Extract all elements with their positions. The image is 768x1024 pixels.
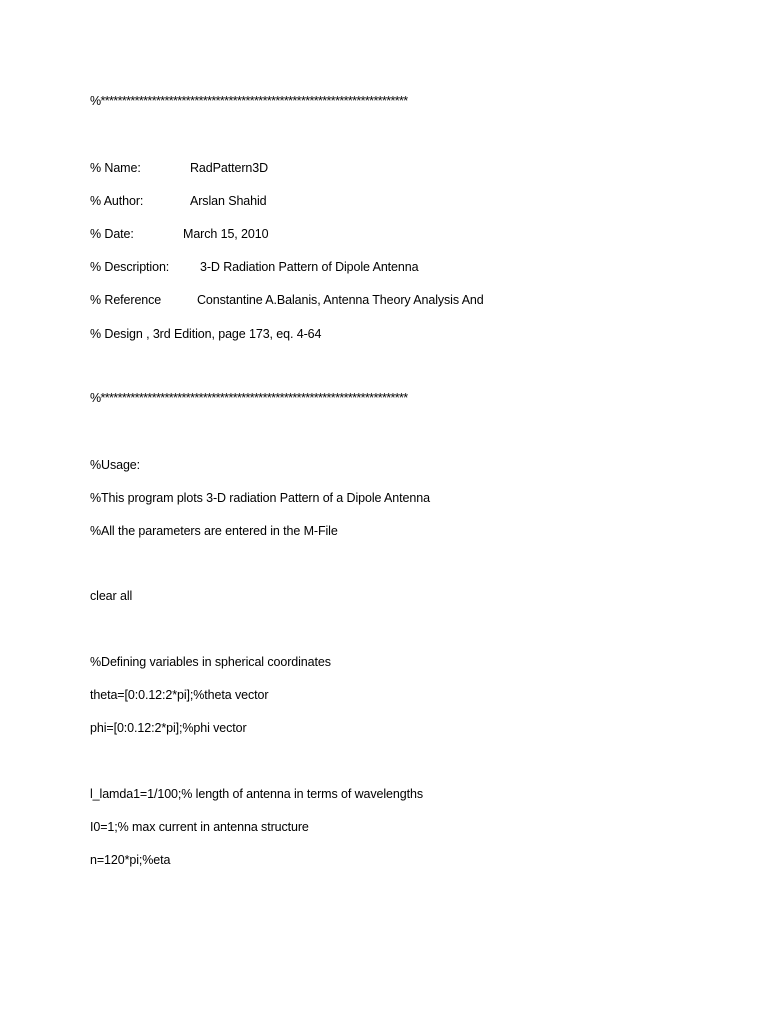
code-comment-variables: %Defining variables in spherical coordinates — [90, 655, 331, 669]
code-eta: n=120*pi;%eta — [90, 853, 171, 867]
separator-line-bottom: %************************************************************************ — [90, 391, 408, 405]
name-row — [90, 160, 490, 176]
reference-continuation: % Design , 3rd Edition, page 173, eq. 4-64 — [90, 327, 322, 341]
reference-value: Constantine A.Balanis, Antenna Theory Analysis And — [197, 293, 484, 307]
date-label: % Date: — [90, 227, 134, 241]
usage-line-1: %This program plots 3-D radiation Pattern of a Dipole Antenna — [90, 491, 430, 505]
description-row — [90, 259, 550, 275]
separator-line-top: %************************************************************************ — [90, 94, 408, 108]
code-theta: theta=[0:0.12:2*pi];%theta vector — [90, 688, 269, 702]
code-phi: phi=[0:0.12:2*pi];%phi vector — [90, 721, 247, 735]
code-current: I0=1;% max current in antenna structure — [90, 820, 309, 834]
code-clear-all: clear all — [90, 589, 133, 603]
date-value: March 15, 2010 — [183, 227, 269, 241]
author-row — [90, 193, 490, 209]
description-label: % Description: — [90, 260, 170, 274]
code-lamda: l_lamda1=1/100;% length of antenna in terms of wavelengths — [90, 787, 423, 801]
author-label: % Author: — [90, 194, 144, 208]
reference-label: % Reference — [90, 293, 162, 307]
usage-line-2: %All the parameters are entered in the M-File — [90, 524, 338, 538]
reference-row — [90, 292, 590, 308]
name-value: RadPattern3D — [190, 161, 269, 175]
description-value: 3-D Radiation Pattern of Dipole Antenna — [200, 260, 419, 274]
author-value: Arslan Shahid — [190, 194, 267, 208]
date-row — [90, 226, 490, 242]
name-label: % Name: — [90, 161, 141, 175]
usage-title: %Usage: — [90, 458, 141, 472]
